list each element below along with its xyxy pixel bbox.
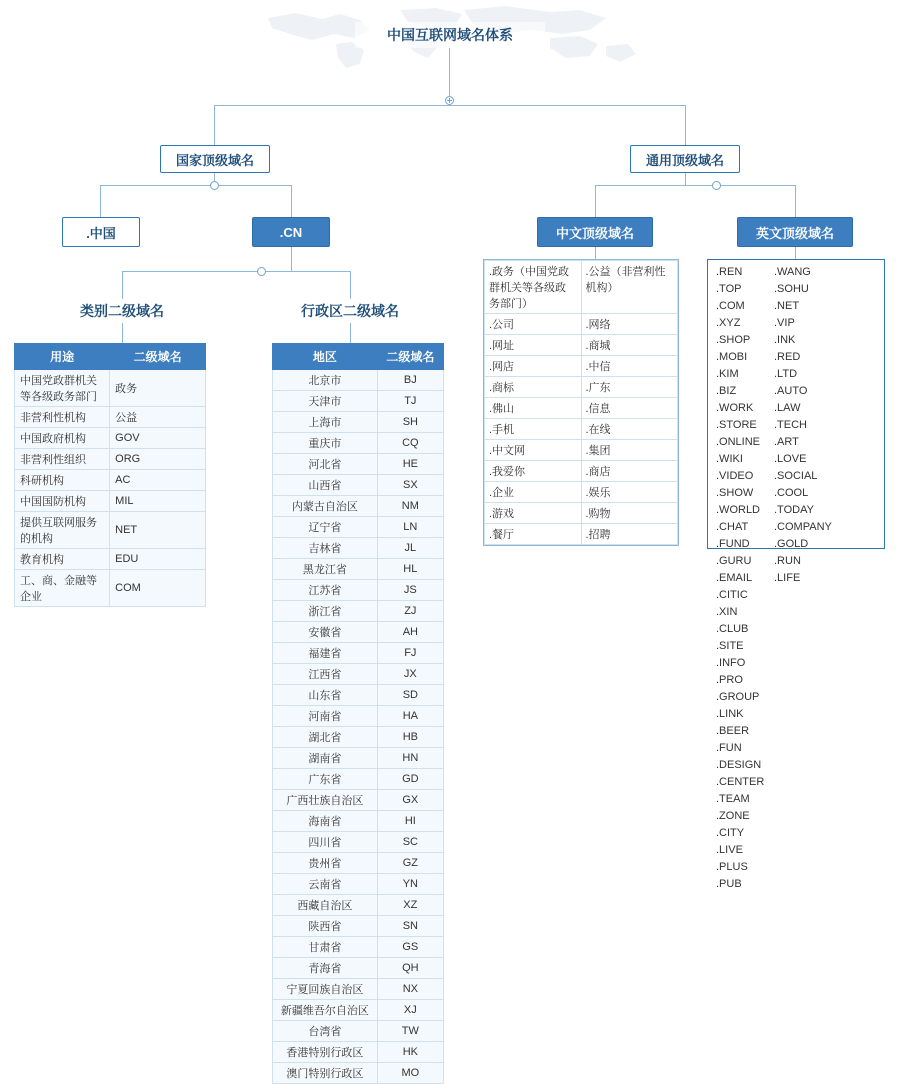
table-row (273, 643, 444, 664)
cell-second-domain: GD (377, 769, 443, 790)
connector (214, 105, 215, 145)
english-tld-item: .SITE (716, 640, 744, 652)
cell-usage: 工、商、金融等企业 (15, 570, 110, 607)
table-row (15, 428, 206, 449)
table-row (485, 482, 678, 503)
cell-second-domain: MO (377, 1063, 443, 1084)
english-tld-item: .INK (774, 334, 796, 346)
cell-usage: 非营利性组织 (15, 449, 110, 470)
cell-region: 北京市 (273, 370, 378, 391)
english-tld-item: .CITIC (716, 589, 748, 601)
table-row (273, 664, 444, 685)
english-tld-item: .CITY (716, 827, 745, 839)
connector (795, 185, 796, 217)
table-row (273, 706, 444, 727)
cell-region: 新疆维吾尔自治区 (273, 1000, 378, 1021)
cell-region: 安徽省 (273, 622, 378, 643)
cell-second-domain: EDU (110, 549, 206, 570)
table-row (273, 1021, 444, 1042)
cell-region: 甘肃省 (273, 937, 378, 958)
english-tld-item: .WIKI (716, 453, 743, 465)
english-tld-item: .XIN (716, 606, 738, 618)
cell-second-domain: BJ (377, 370, 443, 391)
table-row (273, 853, 444, 874)
cell-usage: 提供互联网服务的机构 (15, 512, 110, 549)
cell-region: 青海省 (273, 958, 378, 979)
table-row (273, 769, 444, 790)
cell-chinese-tld: .餐厅 (485, 524, 582, 545)
chinese-tld-box (483, 259, 679, 546)
table-row (485, 503, 678, 524)
cell-usage: 中国政府机构 (15, 428, 110, 449)
english-tld-item: .KIM (716, 368, 739, 380)
cell-region: 福建省 (273, 643, 378, 664)
english-tld-item: .FUN (716, 742, 742, 754)
english-tld-item: .TECH (774, 419, 807, 431)
expand-dot-country[interactable] (210, 181, 219, 190)
english-tld-item: .WORLD (716, 504, 760, 516)
english-tld-item: .GOLD (774, 538, 809, 550)
cell-region: 重庆市 (273, 433, 378, 454)
english-tld-item: .CENTER (716, 776, 765, 788)
cell-second-domain: NET (110, 512, 206, 549)
cell-region: 上海市 (273, 412, 378, 433)
table-row (273, 538, 444, 559)
english-tld-item: .COMPANY (774, 521, 832, 533)
connector (449, 48, 450, 96)
english-tld-item: .RUN (774, 555, 801, 567)
connector (100, 185, 292, 186)
english-tld-item: .BEER (716, 725, 750, 737)
table-row (273, 811, 444, 832)
table-row (15, 407, 206, 428)
label-category-second: 类别二级域名 (80, 303, 164, 319)
cell-region: 浙江省 (273, 601, 378, 622)
cell-chinese-tld: .中信 (581, 356, 678, 377)
cell-chinese-tld: .商标 (485, 377, 582, 398)
english-tld-box (707, 259, 885, 890)
english-tld-item: .BIZ (716, 385, 737, 397)
cell-region: 四川省 (273, 832, 378, 853)
connector (100, 185, 101, 217)
cell-second-domain: TW (377, 1021, 443, 1042)
english-tld-item: .PLUS (716, 861, 748, 873)
cell-region: 台湾省 (273, 1021, 378, 1042)
table-row (273, 685, 444, 706)
cell-region: 河南省 (273, 706, 378, 727)
english-tld-item: .EMAIL (716, 572, 753, 584)
cell-region: 湖北省 (273, 727, 378, 748)
cell-second-domain: YN (377, 874, 443, 895)
english-tld-item: .MOBI (716, 351, 748, 363)
cell-usage: 中国党政群机关等各级政务部门 (15, 370, 110, 407)
table-row (273, 580, 444, 601)
cell-second-domain: HE (377, 454, 443, 475)
cell-second-domain: HL (377, 559, 443, 580)
table-row (273, 1000, 444, 1021)
table-row (273, 748, 444, 769)
cell-region: 山西省 (273, 475, 378, 496)
cell-second-domain: NM (377, 496, 443, 517)
cell-chinese-tld: .集团 (581, 440, 678, 461)
cell-chinese-tld: .我爱你 (485, 461, 582, 482)
cell-region: 香港特别行政区 (273, 1042, 378, 1063)
table-row (485, 314, 678, 335)
cell-chinese-tld: .商店 (581, 461, 678, 482)
node-generic-tld[interactable]: 通用顶级域名 (630, 145, 740, 173)
cell-chinese-tld: .网络 (581, 314, 678, 335)
english-tld-item: .COM (716, 300, 745, 312)
cell-second-domain: CQ (377, 433, 443, 454)
cell-second-domain: NX (377, 979, 443, 1000)
table-row (273, 979, 444, 1000)
table-row (273, 958, 444, 979)
cell-chinese-tld: .娱乐 (581, 482, 678, 503)
english-tld-item: .GROUP (716, 691, 760, 703)
english-tld-item: .LINK (716, 708, 744, 720)
cell-region: 江苏省 (273, 580, 378, 601)
connector (685, 173, 686, 185)
table-row (485, 419, 678, 440)
connector (350, 323, 351, 343)
cell-usage: 教育机构 (15, 549, 110, 570)
cell-chinese-tld: .中文网 (485, 440, 582, 461)
cell-region: 湖南省 (273, 748, 378, 769)
english-tld-item: .SOCIAL (774, 470, 818, 482)
label-admin-second: 行政区二级域名 (301, 303, 399, 319)
english-tld-item: .LIVE (716, 844, 743, 856)
table-row (273, 622, 444, 643)
table-row (273, 496, 444, 517)
english-tld-item: .PRO (716, 674, 743, 686)
english-tld-item: .VIP (774, 317, 795, 329)
category-second-table (14, 343, 206, 607)
cell-chinese-tld: .公司 (485, 314, 582, 335)
english-tld-item: .WANG (774, 266, 811, 278)
english-tld-item: .CLUB (716, 623, 749, 635)
english-tld-item: .TOP (716, 283, 742, 295)
connector (685, 105, 686, 145)
cell-region: 吉林省 (273, 538, 378, 559)
cell-second-domain: AH (377, 622, 443, 643)
cell-region: 内蒙古自治区 (273, 496, 378, 517)
cell-second-domain: SN (377, 916, 443, 937)
english-tld-item: .STORE (716, 419, 757, 431)
cell-second-domain: GZ (377, 853, 443, 874)
english-tld-item: .CHAT (716, 521, 749, 533)
connector (795, 247, 796, 259)
cell-chinese-tld: .网店 (485, 356, 582, 377)
cell-region: 澳门特别行政区 (273, 1063, 378, 1084)
table-row (15, 491, 206, 512)
table-header-row (15, 344, 206, 370)
cell-second-domain: LN (377, 517, 443, 538)
cell-chinese-tld: .在线 (581, 419, 678, 440)
cell-second-domain: JX (377, 664, 443, 685)
table-row (15, 549, 206, 570)
table-row (273, 916, 444, 937)
cell-second-domain: XZ (377, 895, 443, 916)
cell-region: 江西省 (273, 664, 378, 685)
connector (595, 247, 596, 259)
chinese-tld-table (484, 260, 678, 545)
table-header-row (273, 344, 444, 370)
cell-second-domain: AC (110, 470, 206, 491)
english-tld-item: .PUB (716, 878, 742, 890)
english-tld-item: .VIDEO (716, 470, 754, 482)
connector (595, 185, 596, 217)
cell-second-domain: ORG (110, 449, 206, 470)
cell-second-domain: COM (110, 570, 206, 607)
connector (350, 271, 351, 299)
english-tld-item: .LOVE (774, 453, 807, 465)
table-row (273, 1042, 444, 1063)
table-row (273, 475, 444, 496)
english-tld-item: .GURU (716, 555, 752, 567)
english-tld-item: .ART (774, 436, 799, 448)
cell-second-domain: MIL (110, 491, 206, 512)
cell-second-domain: GOV (110, 428, 206, 449)
table-row (485, 335, 678, 356)
connector (291, 247, 292, 271)
cell-second-domain: HN (377, 748, 443, 769)
table-row (485, 524, 678, 545)
english-tld-item: .XYZ (716, 317, 741, 329)
cell-region: 宁夏回族自治区 (273, 979, 378, 1000)
english-tld-item: .SHOW (716, 487, 754, 499)
table-row (15, 370, 206, 407)
cell-second-domain: XJ (377, 1000, 443, 1021)
category-table-body (15, 370, 206, 607)
english-tld-item: .ONLINE (716, 436, 761, 448)
expand-dot-cn[interactable] (257, 267, 266, 276)
connector (595, 185, 795, 186)
node-country-tld[interactable]: 国家顶级域名 (160, 145, 270, 173)
cell-region: 西藏自治区 (273, 895, 378, 916)
cell-second-domain: HA (377, 706, 443, 727)
cell-second-domain: GX (377, 790, 443, 811)
cell-second-domain: HI (377, 811, 443, 832)
cell-region: 山东省 (273, 685, 378, 706)
cell-region: 天津市 (273, 391, 378, 412)
english-tld-item: .INFO (716, 657, 746, 669)
cell-region: 贵州省 (273, 853, 378, 874)
page-title: 中国互联网域名体系 (355, 22, 545, 48)
cell-second-domain: HK (377, 1042, 443, 1063)
table-row (273, 790, 444, 811)
english-tld-item: .REN (716, 266, 743, 278)
cell-region: 陕西省 (273, 916, 378, 937)
cell-chinese-tld: .政务（中国党政群机关等各级政务部门） (485, 261, 582, 314)
admin-table-body (273, 370, 444, 1084)
connector (122, 271, 350, 272)
cell-region: 辽宁省 (273, 517, 378, 538)
table-row (15, 512, 206, 549)
english-tld-item: .ZONE (716, 810, 750, 822)
cell-chinese-tld: .公益（非营利性机构） (581, 261, 678, 314)
english-tld-item: .SOHU (774, 283, 809, 295)
table-row (15, 449, 206, 470)
cell-region: 河北省 (273, 454, 378, 475)
expand-dot-root[interactable] (445, 96, 454, 105)
column-header-usage: 用途 (15, 344, 110, 370)
cell-region: 云南省 (273, 874, 378, 895)
table-row (15, 570, 206, 607)
admin-second-table (272, 343, 444, 1084)
node-chinese-tld[interactable]: 中文顶级域名 (537, 217, 653, 247)
cell-second-domain: TJ (377, 391, 443, 412)
english-tld-item: .TEAM (716, 793, 750, 805)
table-row (273, 874, 444, 895)
cell-region: 黑龙江省 (273, 559, 378, 580)
table-row (273, 895, 444, 916)
english-tld-item: .LTD (774, 368, 798, 380)
cell-second-domain: JL (377, 538, 443, 559)
cell-chinese-tld: .手机 (485, 419, 582, 440)
column-header-region: 地区 (273, 344, 378, 370)
cell-chinese-tld: .信息 (581, 398, 678, 419)
connector (122, 271, 123, 299)
cell-second-domain: FJ (377, 643, 443, 664)
cell-second-domain: SH (377, 412, 443, 433)
table-row (273, 727, 444, 748)
english-tld-item: .AUTO (774, 385, 808, 397)
cell-second-domain: JS (377, 580, 443, 601)
english-tld-item: .LAW (774, 402, 801, 414)
table-row (485, 261, 678, 314)
english-tld-item: .RED (774, 351, 801, 363)
table-row (485, 377, 678, 398)
cell-second-domain: SX (377, 475, 443, 496)
english-tld-item: .WORK (716, 402, 754, 414)
cell-second-domain: QH (377, 958, 443, 979)
english-tld-item: .TODAY (774, 504, 814, 516)
cell-region: 海南省 (273, 811, 378, 832)
cell-second-domain: ZJ (377, 601, 443, 622)
english-tld-column-2 (768, 264, 832, 587)
table-row (273, 454, 444, 475)
cell-chinese-tld: .商城 (581, 335, 678, 356)
table-row (485, 356, 678, 377)
column-header-second-domain: 二级域名 (377, 344, 443, 370)
table-row (485, 440, 678, 461)
cell-usage: 科研机构 (15, 470, 110, 491)
english-tld-item: .FUND (716, 538, 750, 550)
table-row (273, 433, 444, 454)
table-row (273, 412, 444, 433)
connector (449, 105, 685, 106)
cell-region: 广西壮族自治区 (273, 790, 378, 811)
table-row (485, 398, 678, 419)
cell-chinese-tld: .佛山 (485, 398, 582, 419)
table-row (273, 559, 444, 580)
english-tld-item: .COOL (774, 487, 809, 499)
table-row (273, 601, 444, 622)
table-row (485, 461, 678, 482)
node-english-tld[interactable]: 英文顶级域名 (737, 217, 853, 247)
cell-second-domain: HB (377, 727, 443, 748)
table-row (273, 937, 444, 958)
table-row (273, 832, 444, 853)
table-row (273, 391, 444, 412)
cell-region: 广东省 (273, 769, 378, 790)
english-tld-column-3 (710, 587, 768, 893)
cell-chinese-tld: .网址 (485, 335, 582, 356)
cell-usage: 非营利性机构 (15, 407, 110, 428)
table-row (273, 370, 444, 391)
english-tld-item: .SHOP (716, 334, 751, 346)
english-tld-column-1 (710, 264, 768, 587)
table-row (273, 1063, 444, 1084)
table-row (15, 470, 206, 491)
cell-chinese-tld: .企业 (485, 482, 582, 503)
cell-chinese-tld: .招聘 (581, 524, 678, 545)
english-tld-item: .NET (774, 300, 800, 312)
cell-second-domain: 政务 (110, 370, 206, 407)
cell-second-domain: 公益 (110, 407, 206, 428)
node-cn-chinese[interactable]: .中国 (62, 217, 140, 247)
node-cn[interactable]: .CN (252, 217, 330, 247)
cell-second-domain: SD (377, 685, 443, 706)
table-row (273, 517, 444, 538)
cell-usage: 中国国防机构 (15, 491, 110, 512)
connector (291, 185, 292, 217)
chinese-tld-body (485, 261, 678, 545)
cell-second-domain: GS (377, 937, 443, 958)
english-tld-item: .DESIGN (716, 759, 762, 771)
cell-chinese-tld: .广东 (581, 377, 678, 398)
english-tld-item: .LIFE (774, 572, 801, 584)
column-header-second-domain: 二级域名 (110, 344, 206, 370)
cell-chinese-tld: .购物 (581, 503, 678, 524)
cell-chinese-tld: .游戏 (485, 503, 582, 524)
cell-second-domain: SC (377, 832, 443, 853)
expand-dot-generic[interactable] (712, 181, 721, 190)
connector (122, 323, 123, 343)
connector (214, 105, 450, 106)
